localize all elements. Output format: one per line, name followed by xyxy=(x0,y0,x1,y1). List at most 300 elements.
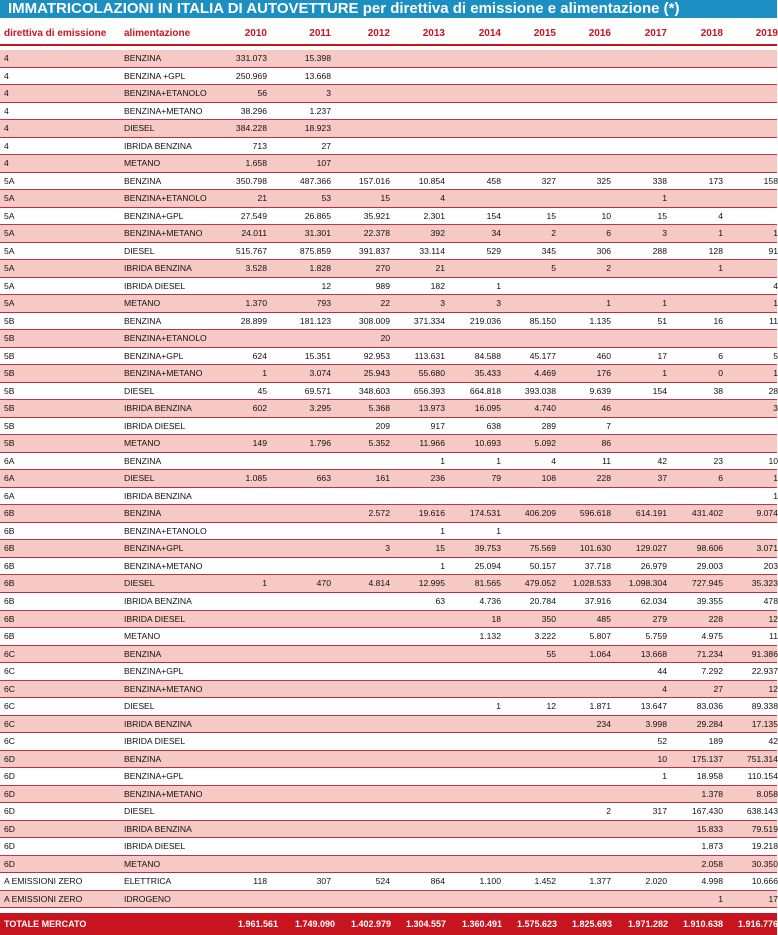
cell-value xyxy=(449,716,501,734)
cell-directive: 5B xyxy=(4,420,15,431)
cell-value: 25.094 xyxy=(474,560,501,571)
cell-value xyxy=(559,85,611,103)
table-row xyxy=(0,295,777,313)
cell-directive: 5A xyxy=(4,228,15,239)
cell-value xyxy=(393,85,445,103)
header-year: 2013 xyxy=(422,28,445,39)
cell-value: 638 xyxy=(486,420,501,431)
cell-value xyxy=(615,85,667,103)
cell-value: 602 xyxy=(252,403,267,414)
cell-value xyxy=(504,103,556,121)
cell-directive: 6B xyxy=(4,525,15,536)
cell-value: 1.452 xyxy=(534,876,556,887)
cell-value: 10.693 xyxy=(474,438,501,449)
cell-value: 1 xyxy=(773,473,778,484)
cell-value xyxy=(559,751,611,769)
cell-value: 1.796 xyxy=(309,438,331,449)
cell-value: 22.937 xyxy=(751,666,778,677)
cell-value xyxy=(615,330,667,348)
cell-value: 71.234 xyxy=(696,648,723,659)
cell-value: 51 xyxy=(657,315,667,326)
cell-value xyxy=(449,733,501,751)
cell-fuel: BENZINA+ETANOLO xyxy=(124,193,207,204)
table-row xyxy=(0,103,777,121)
total-value: 1.910.638 xyxy=(682,919,723,929)
cell-value: 91.386 xyxy=(751,648,778,659)
cell-directive: 5A xyxy=(4,280,15,291)
cell-value: 27 xyxy=(713,683,723,694)
table-row xyxy=(0,681,777,699)
cell-value: 5 xyxy=(773,350,778,361)
cell-value: 62.034 xyxy=(640,595,667,606)
cell-value: 3.074 xyxy=(309,368,331,379)
cell-directive: 4 xyxy=(4,70,9,81)
cell-value xyxy=(338,803,390,821)
cell-value: 6 xyxy=(718,473,723,484)
cell-value: 8.058 xyxy=(756,788,778,799)
cell-value xyxy=(671,418,723,436)
cell-value: 4.814 xyxy=(368,578,390,589)
cell-value: 7.292 xyxy=(701,666,723,677)
table-row xyxy=(0,891,777,909)
cell-value: 4.469 xyxy=(534,368,556,379)
cell-value: 17 xyxy=(768,893,778,904)
cell-value: 3 xyxy=(773,403,778,414)
cell-value: 15.351 xyxy=(304,350,331,361)
total-value: 1.749.090 xyxy=(294,919,335,929)
cell-directive: 4 xyxy=(4,105,9,116)
cell-value xyxy=(338,628,390,646)
cell-directive: 4 xyxy=(4,53,9,63)
cell-value: 28.899 xyxy=(240,315,267,326)
cell-value xyxy=(393,68,445,86)
cell-value xyxy=(393,155,445,173)
cell-value: 5.368 xyxy=(368,403,390,414)
cell-value: 29.284 xyxy=(696,718,723,729)
cell-directive: 6D xyxy=(4,823,15,834)
cell-value: 3 xyxy=(440,298,445,309)
table-row xyxy=(0,435,777,453)
cell-value xyxy=(393,330,445,348)
total-value: 1.961.561 xyxy=(237,919,278,929)
cell-value xyxy=(615,278,667,296)
cell-value: 12.995 xyxy=(418,578,445,589)
cell-value xyxy=(559,768,611,786)
cell-value xyxy=(726,190,778,208)
cell-value xyxy=(449,838,501,856)
cell-directive: 6D xyxy=(4,806,15,817)
cell-value: 167.430 xyxy=(691,806,723,817)
cell-value xyxy=(559,856,611,874)
cell-value: 307 xyxy=(316,876,331,887)
cell-directive: 5A xyxy=(4,175,15,186)
cell-value xyxy=(559,891,611,909)
cell-value: 11 xyxy=(769,315,778,326)
cell-value xyxy=(279,488,331,506)
cell-value: 350 xyxy=(541,613,556,624)
cell-value xyxy=(338,611,390,629)
cell-value: 751.314 xyxy=(746,753,778,764)
cell-value: 1.873 xyxy=(701,841,723,852)
cell-value xyxy=(449,803,501,821)
cell-value: 228 xyxy=(596,473,611,484)
cell-value: 1 xyxy=(440,560,445,571)
cell-value xyxy=(215,278,267,296)
cell-value xyxy=(279,523,331,541)
cell-value: 84.588 xyxy=(474,350,501,361)
cell-value: 431.402 xyxy=(691,508,723,519)
cell-value: 529 xyxy=(486,245,501,256)
cell-value: 2.020 xyxy=(645,876,667,887)
cell-value: 1.132 xyxy=(479,631,501,642)
cell-value: 4 xyxy=(773,280,778,291)
cell-value xyxy=(279,628,331,646)
cell-value xyxy=(559,786,611,804)
cell-directive: 5A xyxy=(4,245,15,256)
cell-value xyxy=(449,155,501,173)
cell-value xyxy=(449,751,501,769)
table-row xyxy=(0,208,777,226)
cell-value: 16.095 xyxy=(474,403,501,414)
total-value: 1.360.491 xyxy=(461,919,502,929)
cell-value: 55.680 xyxy=(418,368,445,379)
cell-value xyxy=(615,138,667,156)
cell-value xyxy=(504,523,556,541)
cell-value xyxy=(671,190,723,208)
cell-value xyxy=(559,120,611,138)
cell-value: 6 xyxy=(718,350,723,361)
cell-value: 234 xyxy=(596,718,611,729)
cell-directive: 6C xyxy=(4,666,15,677)
cell-value xyxy=(393,786,445,804)
cell-value: 1.828 xyxy=(309,263,331,274)
cell-value xyxy=(338,453,390,471)
cell-value xyxy=(615,523,667,541)
cell-value: 108 xyxy=(541,473,556,484)
cell-directive: 5B xyxy=(4,368,15,379)
cell-value: 22.378 xyxy=(363,228,390,239)
cell-directive: 6B xyxy=(4,543,15,554)
cell-value: 1 xyxy=(773,368,778,379)
cell-value xyxy=(449,681,501,699)
cell-value: 393.038 xyxy=(524,385,556,396)
table-row xyxy=(0,716,777,734)
cell-value: 101.630 xyxy=(579,543,611,554)
cell-value: 11 xyxy=(769,631,778,642)
cell-value xyxy=(726,330,778,348)
cell-value xyxy=(215,593,267,611)
cell-fuel: BENZINA+METANO xyxy=(124,788,203,799)
cell-value xyxy=(279,663,331,681)
cell-value: 391.837 xyxy=(358,245,390,256)
cell-fuel: ELETTRICA xyxy=(124,876,172,887)
cell-value: 1 xyxy=(606,298,611,309)
cell-value xyxy=(215,716,267,734)
cell-value xyxy=(504,330,556,348)
cell-value xyxy=(215,751,267,769)
cell-directive: 4 xyxy=(4,158,9,169)
table-row xyxy=(0,646,777,664)
cell-value: 392 xyxy=(430,228,445,239)
cell-value xyxy=(449,488,501,506)
cell-value: 793 xyxy=(316,298,331,309)
header-year: 2018 xyxy=(700,28,723,39)
cell-value: 15 xyxy=(435,543,445,554)
cell-value: 2 xyxy=(606,806,611,817)
cell-value xyxy=(338,85,390,103)
cell-value xyxy=(449,103,501,121)
cell-value: 19.616 xyxy=(418,508,445,519)
cell-value xyxy=(215,611,267,629)
cell-value: 15 xyxy=(546,210,556,221)
cell-value: 13.973 xyxy=(418,403,445,414)
table-row xyxy=(0,120,777,138)
cell-value: 35.921 xyxy=(363,210,390,221)
cell-value: 11 xyxy=(602,455,611,466)
cell-fuel: DIESEL xyxy=(124,806,155,817)
table-row xyxy=(0,751,777,769)
cell-value: 11.966 xyxy=(419,438,445,449)
cell-value xyxy=(393,716,445,734)
cell-value xyxy=(726,208,778,226)
cell-fuel: BENZINA +GPL xyxy=(124,70,186,81)
cell-value xyxy=(449,646,501,664)
cell-value xyxy=(338,488,390,506)
cell-fuel: BENZINA+METANO xyxy=(124,560,203,571)
table-row xyxy=(0,488,777,506)
cell-value: 1 xyxy=(262,578,267,589)
cell-value xyxy=(671,330,723,348)
cell-value: 35.433 xyxy=(474,368,501,379)
cell-value xyxy=(215,733,267,751)
cell-value: 37 xyxy=(657,473,667,484)
cell-value xyxy=(671,523,723,541)
cell-value xyxy=(726,155,778,173)
cell-value xyxy=(615,120,667,138)
header-year: 2011 xyxy=(309,28,331,39)
cell-value: 2.301 xyxy=(423,210,445,221)
cell-value xyxy=(338,103,390,121)
cell-directive: 6C xyxy=(4,683,15,694)
cell-directive: 5A xyxy=(4,298,15,309)
cell-value: 10.666 xyxy=(751,876,778,887)
cell-value xyxy=(615,155,667,173)
cell-value: 16 xyxy=(713,315,723,326)
cell-directive: A EMISSIONI ZERO xyxy=(4,876,83,887)
table-row xyxy=(0,400,777,418)
cell-value: 1.237 xyxy=(309,105,331,116)
table-row xyxy=(0,628,777,646)
cell-value xyxy=(215,540,267,558)
cell-value xyxy=(559,103,611,121)
cell-value: 44 xyxy=(657,666,667,677)
cell-value xyxy=(215,418,267,436)
cell-value xyxy=(338,786,390,804)
cell-value xyxy=(559,190,611,208)
cell-value: 118 xyxy=(253,876,267,887)
cell-value xyxy=(393,138,445,156)
cell-value: 10.854 xyxy=(418,175,445,186)
cell-value xyxy=(726,120,778,138)
cell-value: 10 xyxy=(601,210,611,221)
cell-value: 173 xyxy=(708,175,723,186)
cell-value xyxy=(449,85,501,103)
cell-directive: 6D xyxy=(4,771,15,782)
cell-value: 26.865 xyxy=(304,210,331,221)
cell-value xyxy=(338,856,390,874)
cell-value: 92.953 xyxy=(363,350,390,361)
cell-value xyxy=(393,838,445,856)
cell-fuel: BENZINA+ETANOLO xyxy=(124,525,207,536)
table-row xyxy=(0,383,777,401)
cell-value: 10 xyxy=(657,753,667,764)
cell-value: 113.631 xyxy=(414,350,445,361)
cell-value: 478 xyxy=(763,595,778,606)
cell-value: 3 xyxy=(385,543,390,554)
cell-value: 350.798 xyxy=(235,175,267,186)
cell-value xyxy=(338,891,390,909)
table-row xyxy=(0,821,777,839)
cell-fuel: DIESEL xyxy=(124,245,155,256)
cell-value: 89.338 xyxy=(751,701,778,712)
cell-value xyxy=(559,138,611,156)
cell-value xyxy=(279,768,331,786)
cell-value xyxy=(671,435,723,453)
total-value: 1.304.557 xyxy=(405,919,446,929)
cell-directive: 6A xyxy=(4,455,15,466)
cell-value xyxy=(615,856,667,874)
cell-value xyxy=(338,646,390,664)
header-fuel: alimentazione xyxy=(124,28,191,39)
cell-value xyxy=(338,768,390,786)
cell-value: 23 xyxy=(713,455,723,466)
table-row xyxy=(0,50,777,68)
cell-value: 129.027 xyxy=(635,543,667,554)
cell-value xyxy=(671,50,723,68)
cell-value xyxy=(559,821,611,839)
header-year: 2014 xyxy=(478,28,501,39)
cell-directive: 6D xyxy=(4,858,15,869)
cell-value: 614.191 xyxy=(635,508,667,519)
cell-value xyxy=(393,698,445,716)
cell-directive: 4 xyxy=(4,88,9,99)
cell-value xyxy=(726,103,778,121)
cell-value: 470 xyxy=(316,578,331,589)
cell-directive: 6C xyxy=(4,718,15,729)
cell-value: 13.668 xyxy=(304,70,331,81)
cell-fuel: BENZINA+METANO xyxy=(124,105,203,116)
cell-value: 209 xyxy=(375,420,390,431)
cell-value xyxy=(504,278,556,296)
cell-value: 1.085 xyxy=(245,473,267,484)
cell-value: 12 xyxy=(768,613,778,624)
cell-fuel: METANO xyxy=(124,438,161,449)
cell-directive: 6C xyxy=(4,701,15,712)
cell-fuel: IBRIDA DIESEL xyxy=(124,736,186,747)
cell-value: 5.759 xyxy=(645,631,667,642)
row-divider xyxy=(0,907,777,908)
table-row xyxy=(0,523,777,541)
cell-value: 25.943 xyxy=(363,368,390,379)
cell-value xyxy=(393,120,445,138)
cell-fuel: BENZINA+METANO xyxy=(124,228,203,239)
cell-value xyxy=(504,681,556,699)
cell-value xyxy=(215,821,267,839)
cell-value xyxy=(504,295,556,313)
cell-value xyxy=(615,891,667,909)
table-row xyxy=(0,138,777,156)
cell-value: 384.228 xyxy=(235,123,267,134)
header-directive: direttiva di emissione xyxy=(4,28,107,39)
table-row xyxy=(0,365,777,383)
cell-value xyxy=(615,103,667,121)
cell-value: 279 xyxy=(652,613,667,624)
cell-value: 236 xyxy=(430,473,445,484)
cell-value xyxy=(279,558,331,576)
cell-value: 29.003 xyxy=(696,560,723,571)
cell-value: 110.154 xyxy=(747,771,778,782)
cell-value xyxy=(215,803,267,821)
cell-value xyxy=(449,768,501,786)
cell-value xyxy=(393,751,445,769)
cell-value xyxy=(504,85,556,103)
cell-value xyxy=(215,663,267,681)
cell-value xyxy=(726,68,778,86)
cell-value: 524 xyxy=(375,876,390,887)
cell-value: 75.569 xyxy=(529,543,556,554)
cell-fuel: METANO xyxy=(124,158,161,169)
cell-directive: 4 xyxy=(4,123,9,134)
cell-value: 31.301 xyxy=(304,228,331,239)
header-year: 2015 xyxy=(533,28,556,39)
cell-value: 0 xyxy=(718,368,723,379)
cell-value xyxy=(338,523,390,541)
cell-value xyxy=(279,505,331,523)
cell-value: 1.871 xyxy=(589,701,611,712)
cell-value xyxy=(726,523,778,541)
cell-value xyxy=(504,768,556,786)
cell-value: 175.137 xyxy=(691,753,723,764)
table-row xyxy=(0,330,777,348)
cell-fuel: DIESEL xyxy=(124,578,155,589)
cell-fuel: BENZINA xyxy=(124,53,162,63)
cell-value: 53 xyxy=(321,193,331,204)
cell-value: 91 xyxy=(768,245,778,256)
cell-fuel: IBRIDA BENZINA xyxy=(124,595,192,606)
table-row xyxy=(0,190,777,208)
cell-value xyxy=(215,330,267,348)
cell-value: 306 xyxy=(596,245,611,256)
cell-value: 69.571 xyxy=(304,385,331,396)
cell-value xyxy=(279,716,331,734)
cell-value: 30.350 xyxy=(751,858,778,869)
cell-value: 3.222 xyxy=(534,631,556,642)
cell-value xyxy=(279,453,331,471)
cell-directive: 6C xyxy=(4,648,15,659)
cell-value: 56 xyxy=(257,88,267,99)
cell-value: 917 xyxy=(430,420,445,431)
cell-value xyxy=(279,821,331,839)
cell-value xyxy=(504,190,556,208)
cell-value xyxy=(615,50,667,68)
cell-value: 83.036 xyxy=(696,701,723,712)
cell-value: 34 xyxy=(491,228,501,239)
cell-directive: 5B xyxy=(4,315,15,326)
cell-value: 250.969 xyxy=(235,70,267,81)
table-row xyxy=(0,786,777,804)
cell-value: 12 xyxy=(768,683,778,694)
cell-value xyxy=(279,540,331,558)
